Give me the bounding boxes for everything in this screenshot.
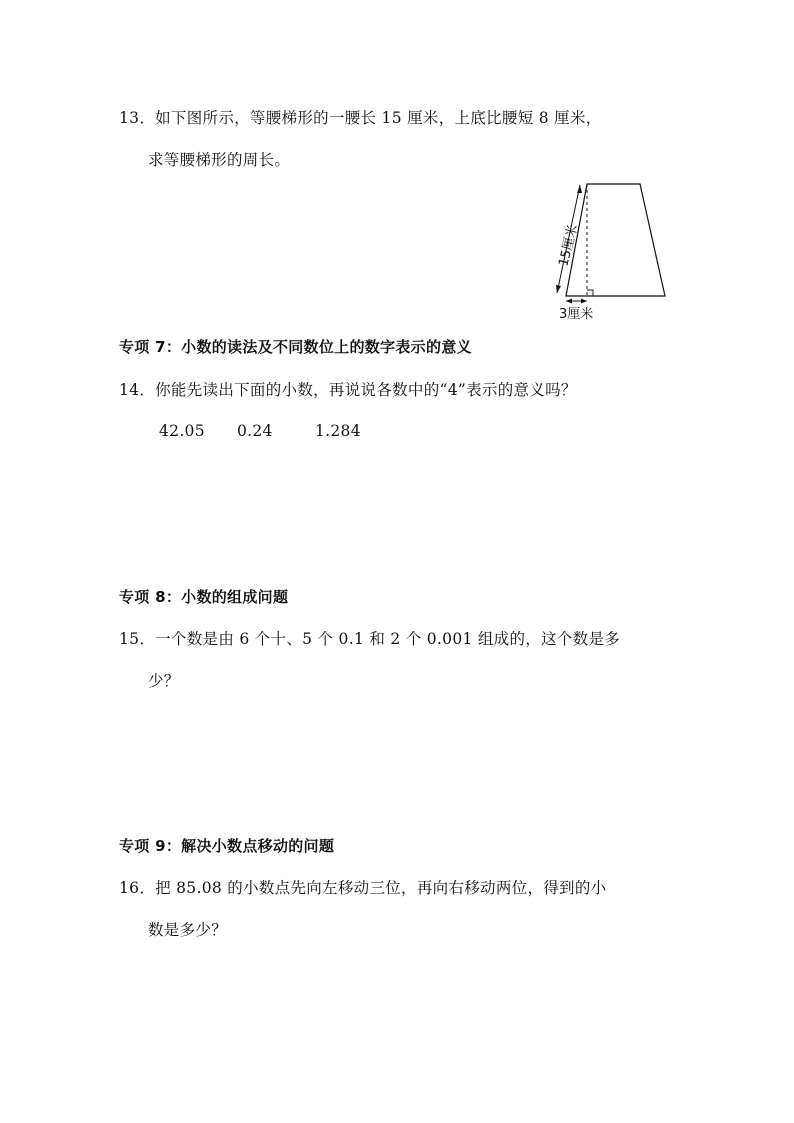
leg-length-label: 15厘米 — [556, 223, 582, 268]
base-arrow-right — [581, 299, 587, 304]
q14-number: 1.284 — [315, 422, 361, 440]
q15-text-line2: 少？ — [148, 672, 180, 690]
q13-text-line2: 求等腰梯形的周长。 — [148, 151, 291, 169]
trapezoid-shape — [566, 184, 665, 296]
q14-number: 42.05 — [159, 422, 205, 440]
q14-number-list — [159, 421, 361, 441]
q14-number: 0.24 — [237, 422, 273, 440]
isosceles-trapezoid-figure — [550, 175, 670, 325]
q16-text-line1: 16．把 85.08 的小数点先向左移动三位，再向右移动两位，得到的小 — [119, 879, 607, 897]
q15-text-line1: 15．一个数是由 6 个十、5 个 0.1 和 2 个 0.001 组成的，这个数是多 — [119, 630, 621, 648]
base-offset-label: 3厘米 — [559, 307, 594, 322]
base-arrow-left — [566, 299, 572, 304]
section-8-title: 专项 8：小数的组成问题 — [119, 588, 289, 606]
section-9-title: 专项 9：解决小数点移动的问题 — [119, 837, 335, 855]
right-angle-marker — [587, 290, 593, 296]
q13-text-line1: 13．如下图所示，等腰梯形的一腰长 15 厘米，上底比腰短 8 厘米， — [119, 109, 602, 127]
q14-text: 14．你能先读出下面的小数，再说说各数中的“4”表示的意义吗？ — [119, 381, 577, 399]
section-7-title: 专项 7：小数的读法及不同数位上的数字表示的意义 — [119, 338, 472, 356]
q16-text-line2: 数是多少？ — [148, 921, 228, 939]
